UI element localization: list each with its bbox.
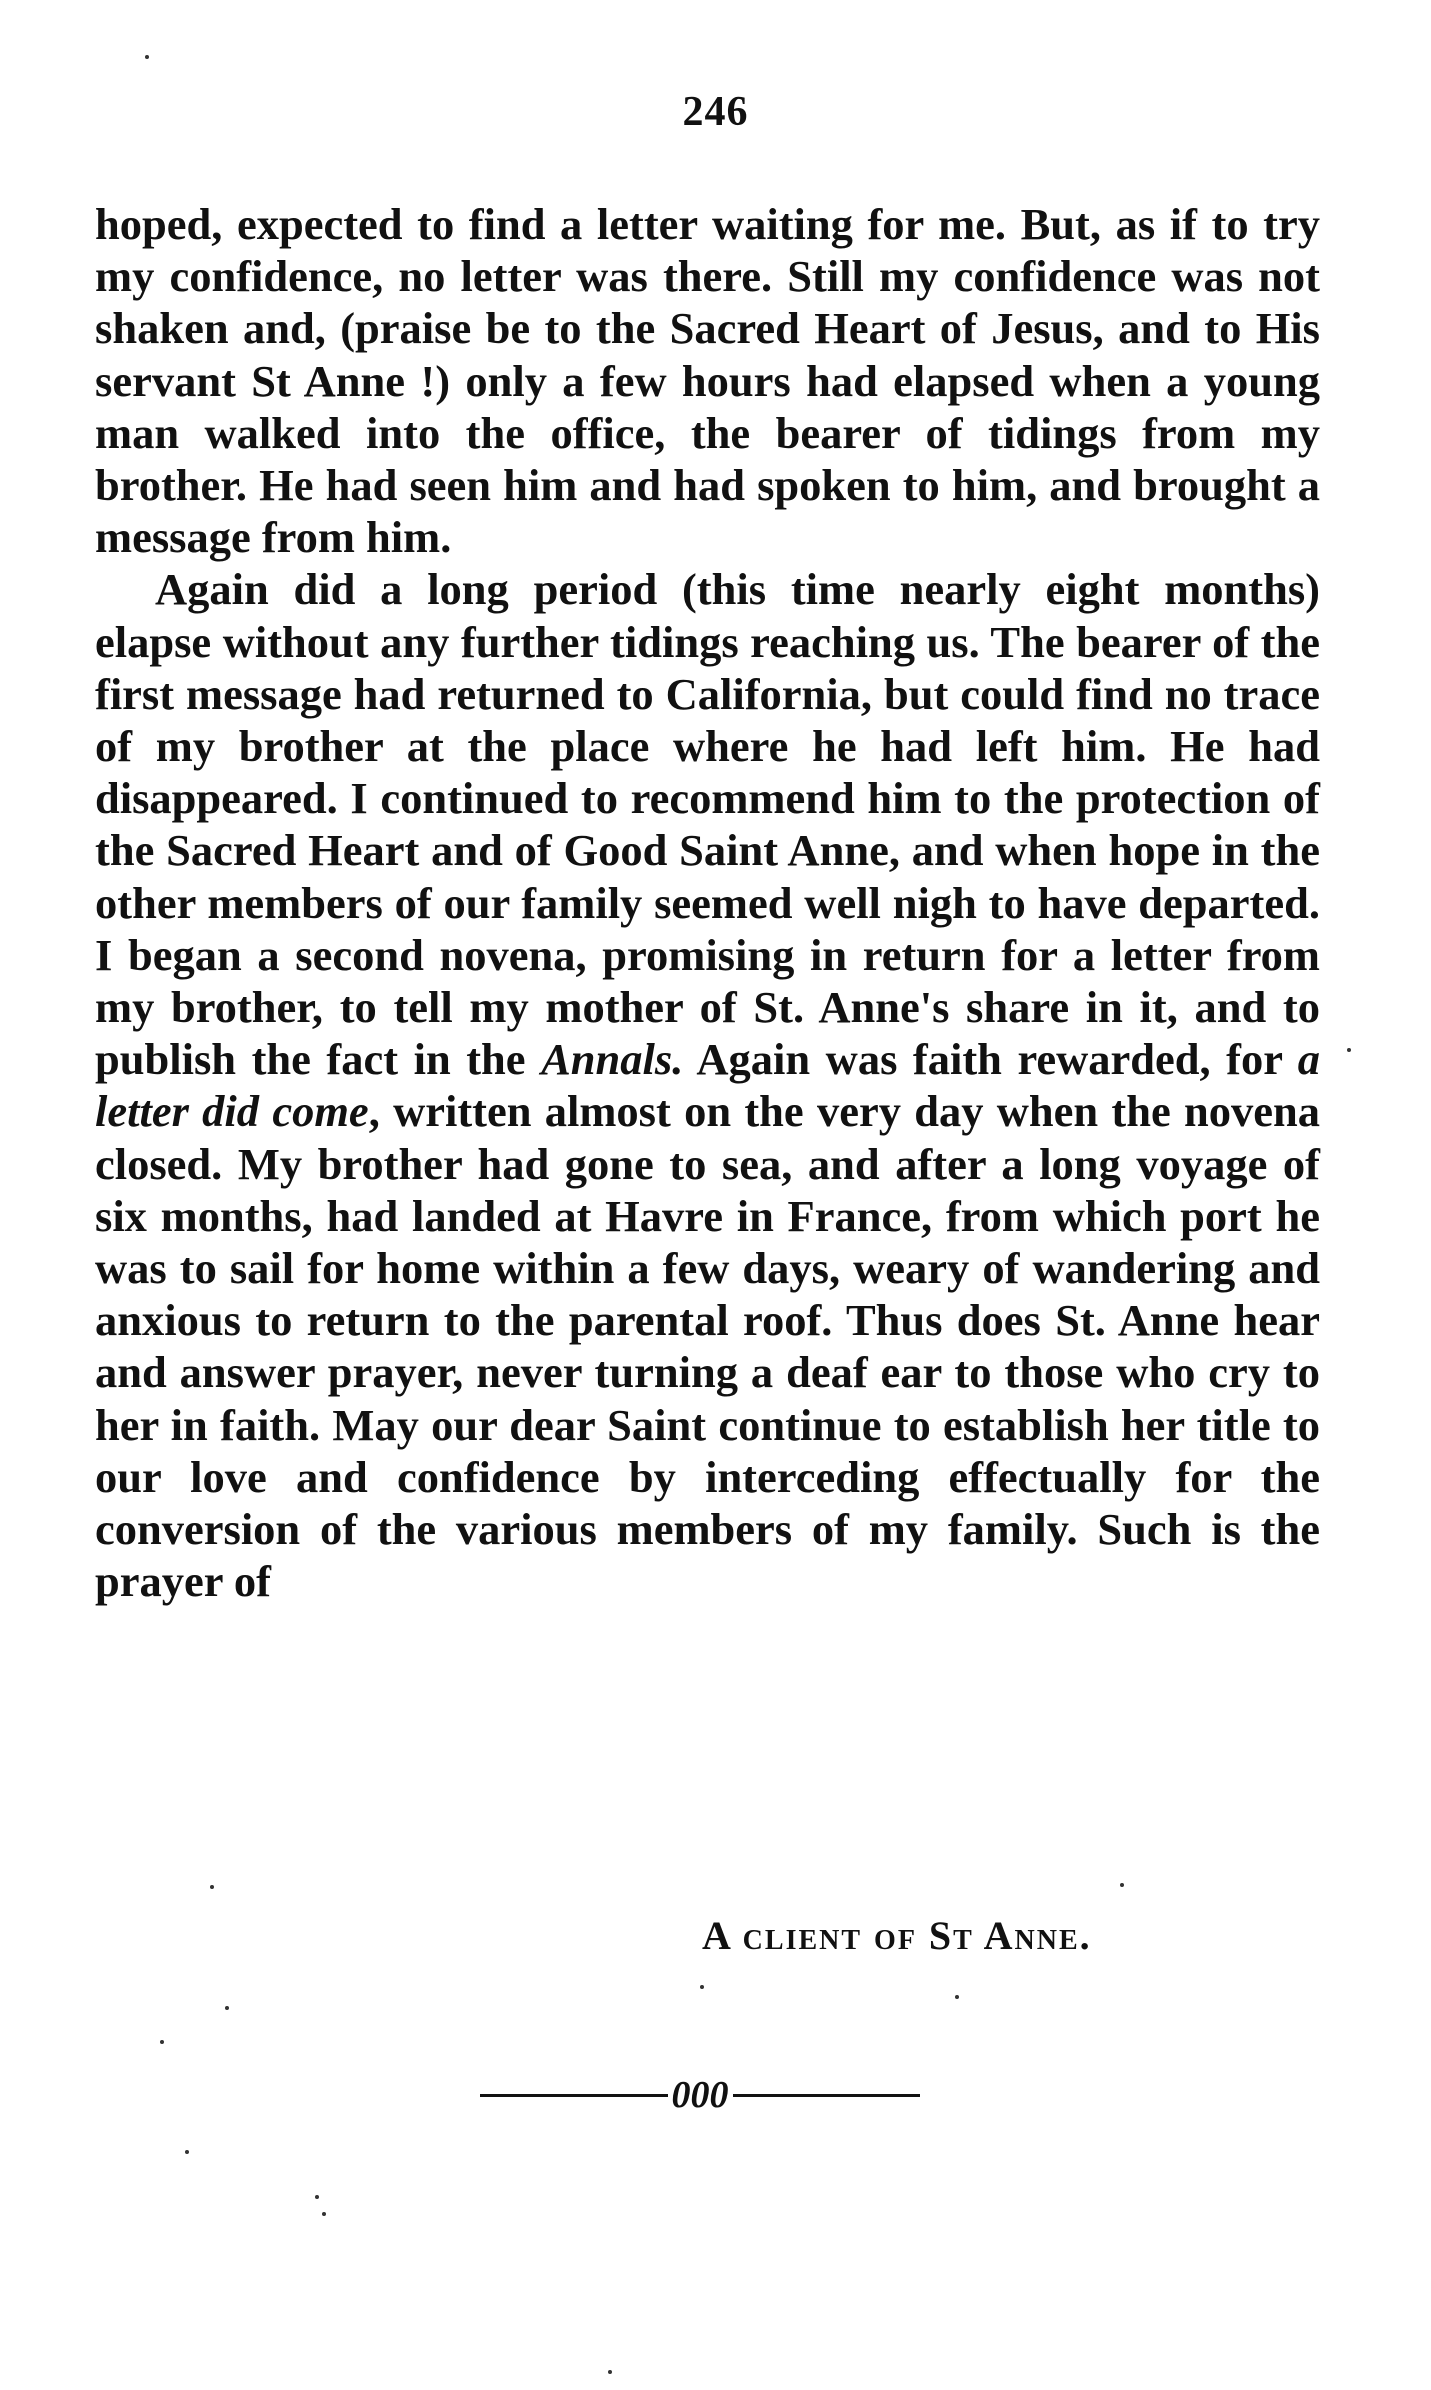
print-speck xyxy=(1347,1048,1351,1052)
text-run: Again was faith rewarded, for xyxy=(683,1034,1298,1085)
print-speck xyxy=(1120,1883,1124,1887)
print-speck xyxy=(225,2006,229,2010)
divider-rule-right xyxy=(733,2094,921,2097)
italic-text-run: Annals. xyxy=(541,1034,684,1085)
print-speck xyxy=(608,2370,612,2374)
print-speck xyxy=(210,1885,214,1889)
print-speck xyxy=(322,2212,326,2216)
signature: A client of St Anne. xyxy=(702,1913,1092,1958)
print-speck xyxy=(955,1995,959,1999)
print-speck xyxy=(315,2195,319,2199)
page-number: 246 xyxy=(682,89,749,135)
body-text xyxy=(95,198,1320,1607)
print-speck xyxy=(160,2040,164,2044)
print-speck xyxy=(185,2150,189,2154)
ornament-mark: 000 xyxy=(671,2074,729,2116)
print-speck xyxy=(700,1985,704,1989)
ornament-divider xyxy=(480,2065,920,2125)
paragraph xyxy=(95,563,1320,1607)
text-run: hoped, expected to find a letter waiting for me. But, as if to try my confidence, no letter was there. Still my confidence was not shaken and, (praise be to the Sacred Heart of Jesus, and to His servant St Anne !) only a few hours had elapsed when a young man walked into the office, the bearer of tidings from my brother. He had seen him and had spoken to him, and brought a message from him. xyxy=(95,199,1320,563)
text-run: , written almost on the very day when the novena closed. My brother had gone to sea, and after a long voyage of six months, had landed at Havre in France, from which port he was to sail for home within a few days, weary of wandering and anxious to return to the parental roof. Thus does St. Anne hear and answer prayer, never turning a deaf ear to those who cry to her in faith. May our dear Saint continue to establish her title to our love and confidence by interceding effectually for the conversion of the various members of my family. Such is the prayer of xyxy=(95,1086,1320,1607)
text-run: Again did a long period (this time nearly eight months) elapse without any further tidings reaching us. The bearer of the first message had returned to California, but could find no trace of my brother at the place where he had left him. He had disappeared. I continued to recommend him to the protection of the Sacred Heart and of Good Saint Anne, and when hope in the other members of our family seemed well nigh to have departed. I began a second novena, promising in return for a letter from my brother, to tell my mother of St. Anne's share in it, and to publish the fact in the xyxy=(95,564,1320,1085)
print-speck xyxy=(145,55,149,59)
italic-text-run: a letter did come xyxy=(95,1034,1320,1137)
divider-rule-left xyxy=(480,2094,668,2097)
paragraph xyxy=(95,198,1320,563)
